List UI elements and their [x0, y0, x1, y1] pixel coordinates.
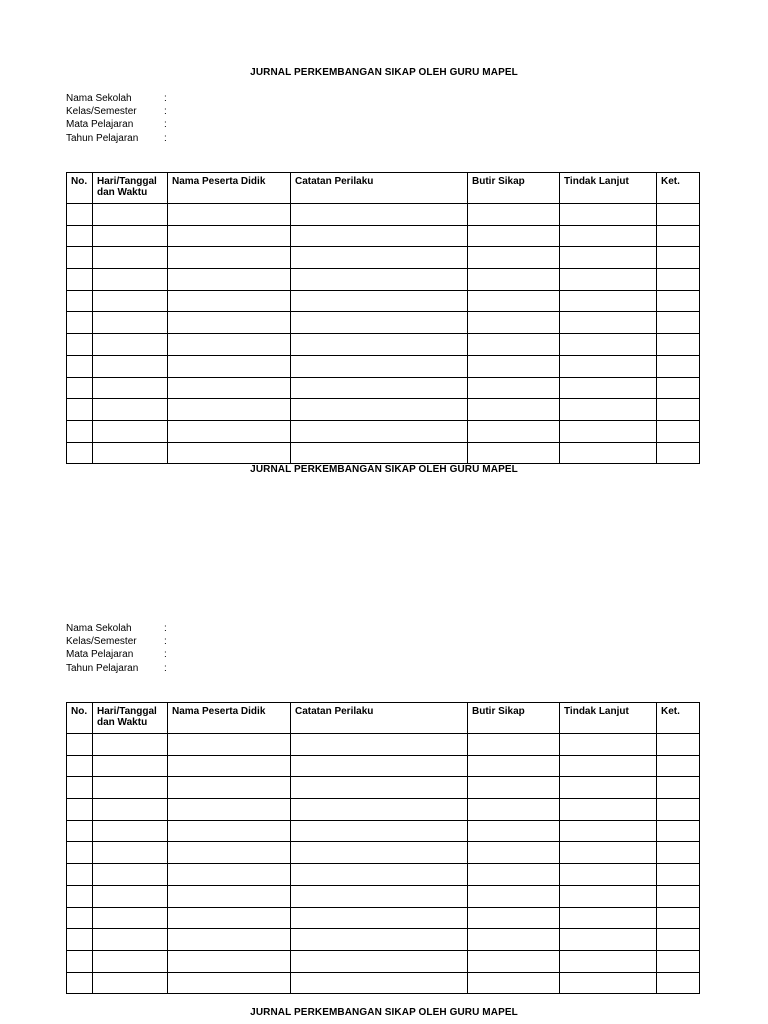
info-label: Mata Pelajaran [66, 119, 134, 131]
table-cell [468, 334, 560, 356]
table-row [67, 820, 700, 842]
table-cell [67, 864, 93, 886]
table-cell [168, 225, 291, 247]
table-row [67, 907, 700, 929]
table-cell [67, 842, 93, 864]
table-cell [168, 290, 291, 312]
column-header-label: Tindak Lanjut [564, 706, 629, 717]
table-cell [168, 377, 291, 399]
table-cell [657, 355, 700, 377]
table-cell [67, 334, 93, 356]
table-cell [93, 355, 168, 377]
table-cell [93, 799, 168, 821]
table-row [67, 842, 700, 864]
table-cell [560, 442, 657, 464]
table-header-row [67, 703, 700, 734]
table-cell [291, 907, 468, 929]
table-row [67, 777, 700, 799]
column-header-no [67, 703, 93, 734]
column-header-label: No. [71, 176, 88, 187]
table-cell [657, 377, 700, 399]
table-cell [67, 907, 93, 929]
table-cell [168, 247, 291, 269]
table-cell [67, 290, 93, 312]
info-label: Tahun Pelajaran [66, 132, 139, 144]
table-cell [657, 334, 700, 356]
table-row [67, 755, 700, 777]
table-cell [657, 442, 700, 464]
table-body [67, 734, 700, 994]
table-cell [93, 820, 168, 842]
table-cell [67, 755, 93, 777]
info-row-class-semester [66, 635, 174, 648]
table-cell [657, 885, 700, 907]
table-cell [67, 820, 93, 842]
table-cell [168, 334, 291, 356]
table-row [67, 204, 700, 226]
table-cell [168, 907, 291, 929]
table-cell [168, 842, 291, 864]
column-header-label: Hari/Tanggal dan Waktu [97, 706, 157, 728]
table-cell [168, 355, 291, 377]
table-cell [291, 225, 468, 247]
table-cell [560, 420, 657, 442]
table-cell [560, 204, 657, 226]
table-row [67, 269, 700, 291]
table-cell [67, 269, 93, 291]
column-header-attitude-item [468, 173, 560, 204]
table-cell [657, 799, 700, 821]
table-row [67, 225, 700, 247]
column-header-label: Tindak Lanjut [564, 176, 629, 187]
table-cell [168, 864, 291, 886]
table-cell [560, 972, 657, 994]
table-cell [93, 950, 168, 972]
table-cell [67, 247, 93, 269]
table-cell [291, 377, 468, 399]
table-row [67, 399, 700, 421]
table-cell [93, 755, 168, 777]
table-cell [67, 399, 93, 421]
table-cell [168, 204, 291, 226]
table-cell [291, 247, 468, 269]
table-cell [468, 842, 560, 864]
school-info-block-1 [66, 92, 174, 145]
column-header-label: Hari/Tanggal dan Waktu [97, 176, 157, 198]
table-cell [560, 885, 657, 907]
table-cell [560, 950, 657, 972]
table-cell [168, 972, 291, 994]
table-row [67, 420, 700, 442]
info-row-school-name [66, 622, 174, 635]
info-colon: : [164, 93, 167, 104]
column-header-label: Ket. [661, 706, 680, 717]
table-cell [657, 734, 700, 756]
table-cell [468, 247, 560, 269]
table-cell [291, 777, 468, 799]
table-cell [560, 225, 657, 247]
table-cell [560, 864, 657, 886]
table-cell [168, 950, 291, 972]
table-cell [168, 399, 291, 421]
table-cell [468, 420, 560, 442]
table-cell [291, 929, 468, 951]
table-cell [657, 225, 700, 247]
table-cell [468, 755, 560, 777]
info-row-subject [66, 118, 174, 131]
column-header-student-name [168, 703, 291, 734]
table-cell [657, 864, 700, 886]
table-cell [93, 377, 168, 399]
table-cell [468, 929, 560, 951]
table-cell [93, 864, 168, 886]
table-row [67, 950, 700, 972]
table-cell [291, 799, 468, 821]
table-cell [67, 950, 93, 972]
table-cell [291, 864, 468, 886]
table-cell [560, 755, 657, 777]
table-row [67, 312, 700, 334]
table-cell [291, 885, 468, 907]
table-cell [468, 312, 560, 334]
column-header-follow-up [560, 173, 657, 204]
table-cell [468, 799, 560, 821]
table-cell [468, 399, 560, 421]
table-cell [93, 204, 168, 226]
table-cell [93, 290, 168, 312]
table-cell [93, 247, 168, 269]
table-cell [560, 290, 657, 312]
info-label: Nama Sekolah [66, 623, 132, 634]
info-colon: : [164, 649, 167, 661]
column-header-attitude-item [468, 703, 560, 734]
table-cell [657, 269, 700, 291]
info-colon: : [164, 636, 167, 648]
journal-title-2: JURNAL PERKEMBANGAN SIKAP OLEH GURU MAPEL [250, 464, 518, 475]
table-cell [468, 907, 560, 929]
table-cell [560, 842, 657, 864]
table-cell [67, 885, 93, 907]
table-cell [560, 907, 657, 929]
table-cell [657, 247, 700, 269]
table-cell [93, 442, 168, 464]
table-cell [657, 290, 700, 312]
table-cell [657, 777, 700, 799]
table-cell [93, 734, 168, 756]
table-cell [93, 399, 168, 421]
table-cell [468, 820, 560, 842]
table-row [67, 972, 700, 994]
column-header-label: Nama Peserta Didik [172, 706, 266, 717]
table-cell [291, 420, 468, 442]
table-cell [468, 734, 560, 756]
table-cell [560, 777, 657, 799]
table-cell [67, 204, 93, 226]
info-row-academic-year [66, 132, 174, 145]
table-cell [468, 269, 560, 291]
table-cell [657, 399, 700, 421]
info-colon: : [164, 623, 167, 634]
table-cell [560, 734, 657, 756]
column-header-student-name [168, 173, 291, 204]
table-cell [560, 355, 657, 377]
table-cell [291, 334, 468, 356]
table-cell [560, 269, 657, 291]
table-cell [168, 312, 291, 334]
table-cell [560, 929, 657, 951]
table-cell [657, 312, 700, 334]
table-cell [468, 377, 560, 399]
column-header-label: Nama Peserta Didik [172, 176, 266, 187]
info-label: Kelas/Semester [66, 636, 137, 648]
table-cell [67, 225, 93, 247]
table-cell [291, 204, 468, 226]
table-cell [168, 420, 291, 442]
table-cell [468, 950, 560, 972]
table-cell [67, 420, 93, 442]
table-cell [291, 442, 468, 464]
table-cell [93, 929, 168, 951]
table-cell [291, 734, 468, 756]
table-cell [67, 312, 93, 334]
table-cell [67, 377, 93, 399]
table-cell [93, 312, 168, 334]
table-cell [291, 755, 468, 777]
table-row [67, 355, 700, 377]
table-cell [657, 950, 700, 972]
table-cell [93, 334, 168, 356]
table-cell [291, 355, 468, 377]
table-row [67, 442, 700, 464]
table-cell [93, 885, 168, 907]
column-header-label: No. [71, 706, 88, 717]
journal-table-2 [66, 702, 700, 994]
table-cell [67, 777, 93, 799]
column-header-date-time [93, 703, 168, 734]
table-cell [657, 842, 700, 864]
info-colon: : [164, 106, 167, 118]
table-cell [93, 907, 168, 929]
table-cell [468, 885, 560, 907]
table-cell [291, 842, 468, 864]
column-header-remarks [657, 703, 700, 734]
table-cell [468, 777, 560, 799]
table-cell [468, 442, 560, 464]
table-row [67, 885, 700, 907]
table-cell [291, 820, 468, 842]
info-colon: : [164, 132, 167, 144]
table-cell [657, 929, 700, 951]
table-cell [657, 204, 700, 226]
column-header-date-time [93, 173, 168, 204]
table-header-row [67, 173, 700, 204]
table-row [67, 334, 700, 356]
info-label: Nama Sekolah [66, 93, 132, 104]
column-header-behavior-notes [291, 173, 468, 204]
table-cell [560, 334, 657, 356]
journal-title-3: JURNAL PERKEMBANGAN SIKAP OLEH GURU MAPEL [250, 1007, 518, 1018]
table-row [67, 377, 700, 399]
column-header-remarks [657, 173, 700, 204]
table-cell [291, 972, 468, 994]
info-row-class-semester [66, 105, 174, 118]
info-label: Mata Pelajaran [66, 649, 134, 661]
table-cell [291, 312, 468, 334]
table-cell [168, 755, 291, 777]
info-row-subject [66, 648, 174, 661]
table-cell [168, 442, 291, 464]
table-cell [168, 777, 291, 799]
table-cell [291, 950, 468, 972]
column-header-behavior-notes [291, 703, 468, 734]
table-cell [168, 799, 291, 821]
table-cell [657, 820, 700, 842]
column-header-label: Catatan Perilaku [295, 176, 374, 187]
table-cell [168, 269, 291, 291]
table-cell [560, 799, 657, 821]
table-cell [560, 399, 657, 421]
table-cell [93, 842, 168, 864]
table-cell [67, 799, 93, 821]
table-cell [657, 755, 700, 777]
column-header-follow-up [560, 703, 657, 734]
table-cell [168, 885, 291, 907]
table-cell [93, 225, 168, 247]
info-row-academic-year [66, 662, 174, 675]
info-row-school-name [66, 92, 174, 105]
info-label: Kelas/Semester [66, 106, 137, 118]
table-cell [468, 290, 560, 312]
table-cell [657, 907, 700, 929]
school-info-block-2 [66, 622, 174, 675]
table-cell [468, 225, 560, 247]
table-cell [168, 929, 291, 951]
table-cell [291, 269, 468, 291]
table-cell [93, 269, 168, 291]
table-cell [560, 247, 657, 269]
table-cell [93, 972, 168, 994]
table-cell [560, 312, 657, 334]
table-cell [93, 420, 168, 442]
table-cell [657, 972, 700, 994]
info-colon: : [164, 119, 167, 131]
table-cell [291, 399, 468, 421]
table-cell [560, 820, 657, 842]
table-row [67, 734, 700, 756]
table-row [67, 247, 700, 269]
column-header-label: Ket. [661, 176, 680, 187]
journal-table-1 [66, 172, 700, 464]
table-cell [93, 777, 168, 799]
table-cell [468, 864, 560, 886]
journal-title-1: JURNAL PERKEMBANGAN SIKAP OLEH GURU MAPEL [250, 67, 518, 78]
column-header-label: Butir Sikap [472, 176, 525, 187]
table-cell [67, 929, 93, 951]
table-row [67, 799, 700, 821]
table-row [67, 864, 700, 886]
table-cell [560, 377, 657, 399]
column-header-label: Butir Sikap [472, 706, 525, 717]
table-cell [657, 420, 700, 442]
table-row [67, 290, 700, 312]
table-cell [468, 972, 560, 994]
table-cell [168, 820, 291, 842]
table-cell [67, 972, 93, 994]
info-colon: : [164, 662, 167, 674]
table-cell [291, 290, 468, 312]
info-label: Tahun Pelajaran [66, 662, 139, 674]
table-cell [67, 734, 93, 756]
column-header-no [67, 173, 93, 204]
table-cell [468, 355, 560, 377]
table-cell [468, 204, 560, 226]
table-body [67, 204, 700, 464]
table-row [67, 929, 700, 951]
table-cell [67, 355, 93, 377]
table-cell [67, 442, 93, 464]
table-cell [168, 734, 291, 756]
column-header-label: Catatan Perilaku [295, 706, 374, 717]
